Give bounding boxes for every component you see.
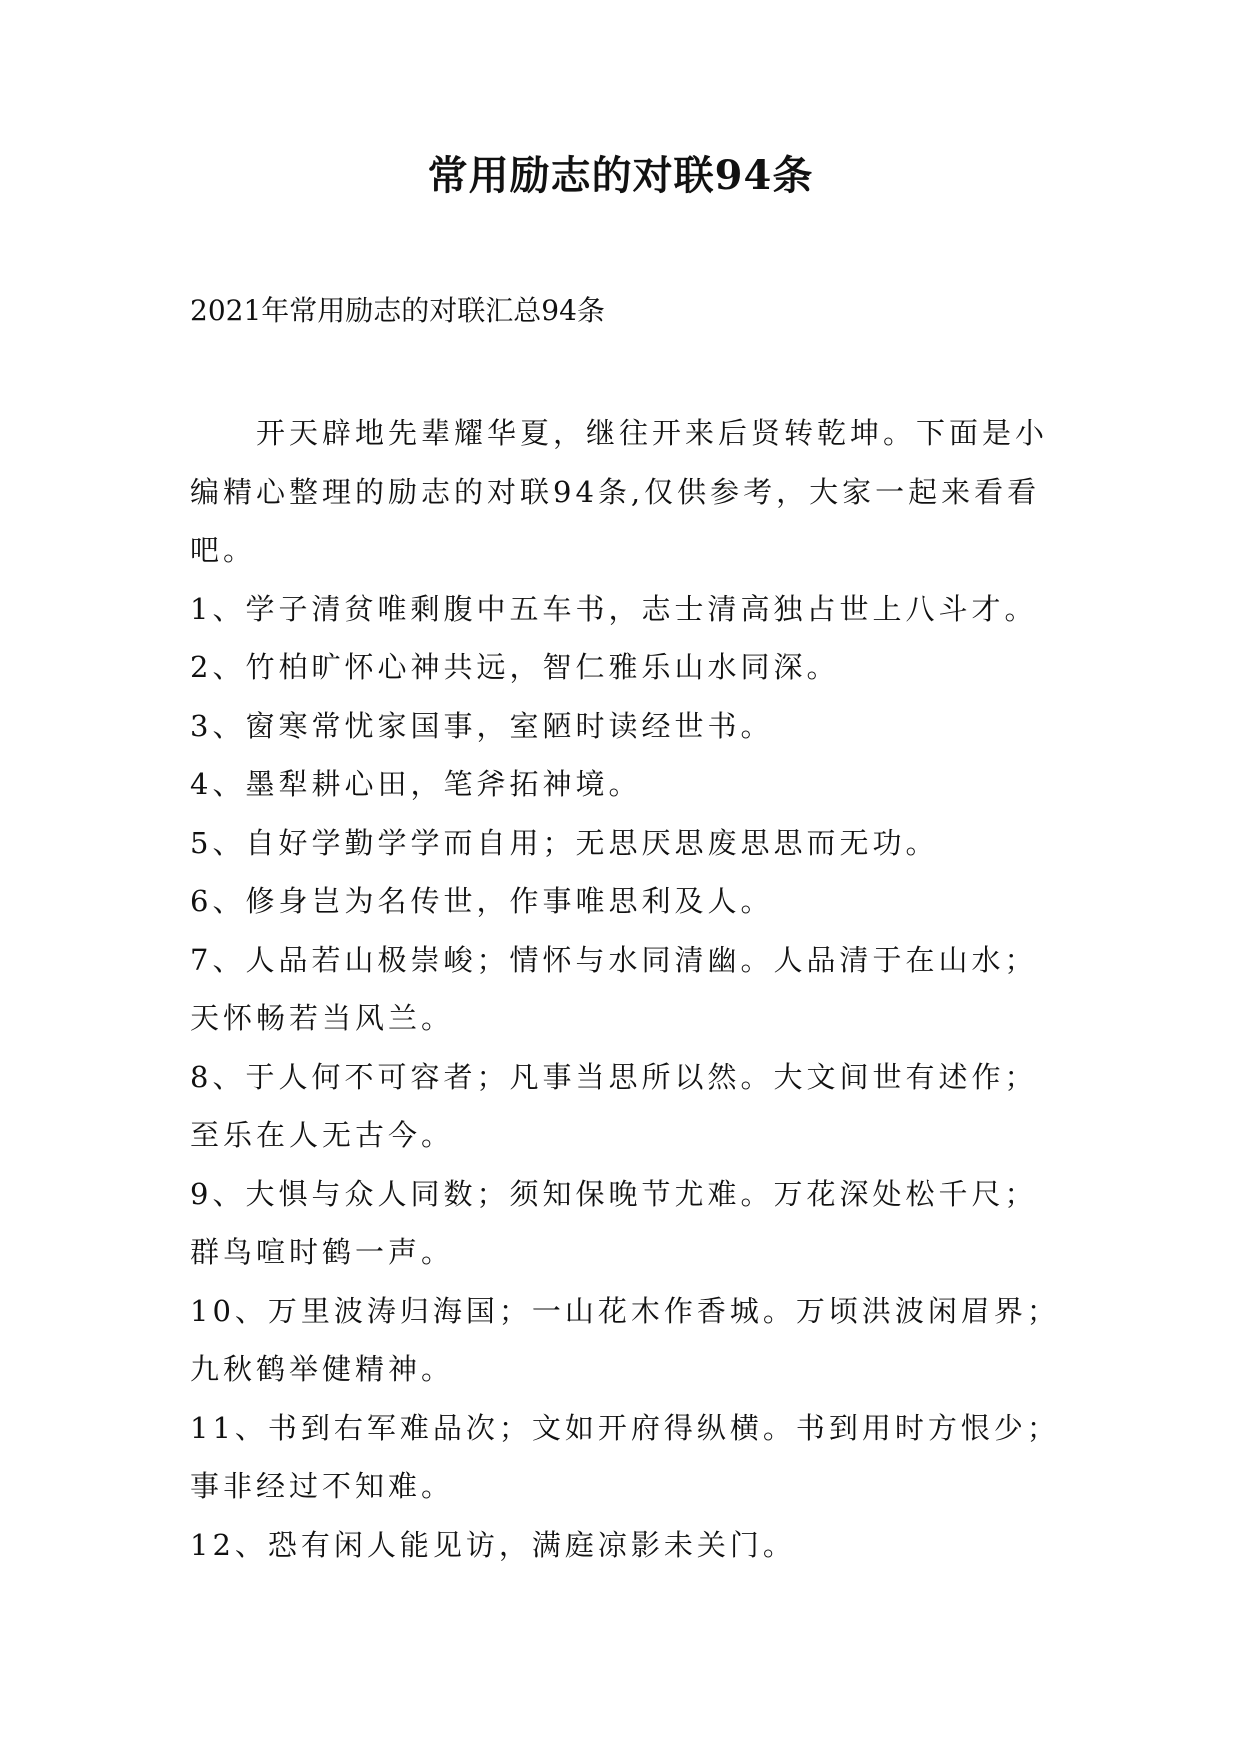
couplet-item-1: 1、学子清贫唯剩腹中五车书，志士清高独占世上八斗才。 — [190, 591, 1038, 626]
document-body — [190, 404, 1070, 1574]
couplet-item-2: 2、竹柏旷怀心神共远，智仁雅乐山水同深。 — [190, 650, 840, 684]
document-subtitle: 2021年常用励志的对联汇总94条 — [190, 294, 605, 327]
couplet-item-4: 4、墨犁耕心田，笔斧拓神境。 — [190, 767, 642, 801]
couplet-item-11: 11、书到右军难品次；文如开府得纵横。书到用时方恨少；事非经过不知难。 — [190, 1410, 1060, 1503]
couplet-item-9: 9、大惧与众人同数；须知保晚节尤难。万花深处松千尺；群鸟喧时鹤一声。 — [190, 1176, 1038, 1269]
document-title: 常用励志的对联94条 — [427, 152, 814, 199]
couplet-item-7: 7、人品若山极崇峻；情怀与水同清幽。人品清于在山水；天怀畅若当风兰。 — [190, 942, 1038, 1035]
couplet-item-10: 10、万里波涛归海国；一山花木作香城。万顷洪波闲眉界；九秋鹤举健精神。 — [190, 1293, 1060, 1386]
couplet-item-6: 6、修身岂为名传世，作事唯思利及人。 — [190, 884, 774, 918]
intro-paragraph: 开天辟地先辈耀华夏，继往开来后贤转乾坤。下面是小编精心整理的励志的对联94条,仅供参考，大家一起来看看吧。 — [190, 416, 1049, 567]
couplet-item-12: 12、恐有闲人能见访，满庭凉影未关门。 — [190, 1527, 796, 1562]
couplet-item-5: 5、自好学勤学学而自用；无思厌思废思思而无功。 — [190, 825, 939, 860]
couplet-item-8: 8、于人何不可容者；凡事当思所以然。大文间世有述作；至乐在人无古今。 — [190, 1059, 1038, 1152]
couplet-item-3: 3、窗寒常忧家国事，室陋时读经世书。 — [190, 708, 774, 743]
